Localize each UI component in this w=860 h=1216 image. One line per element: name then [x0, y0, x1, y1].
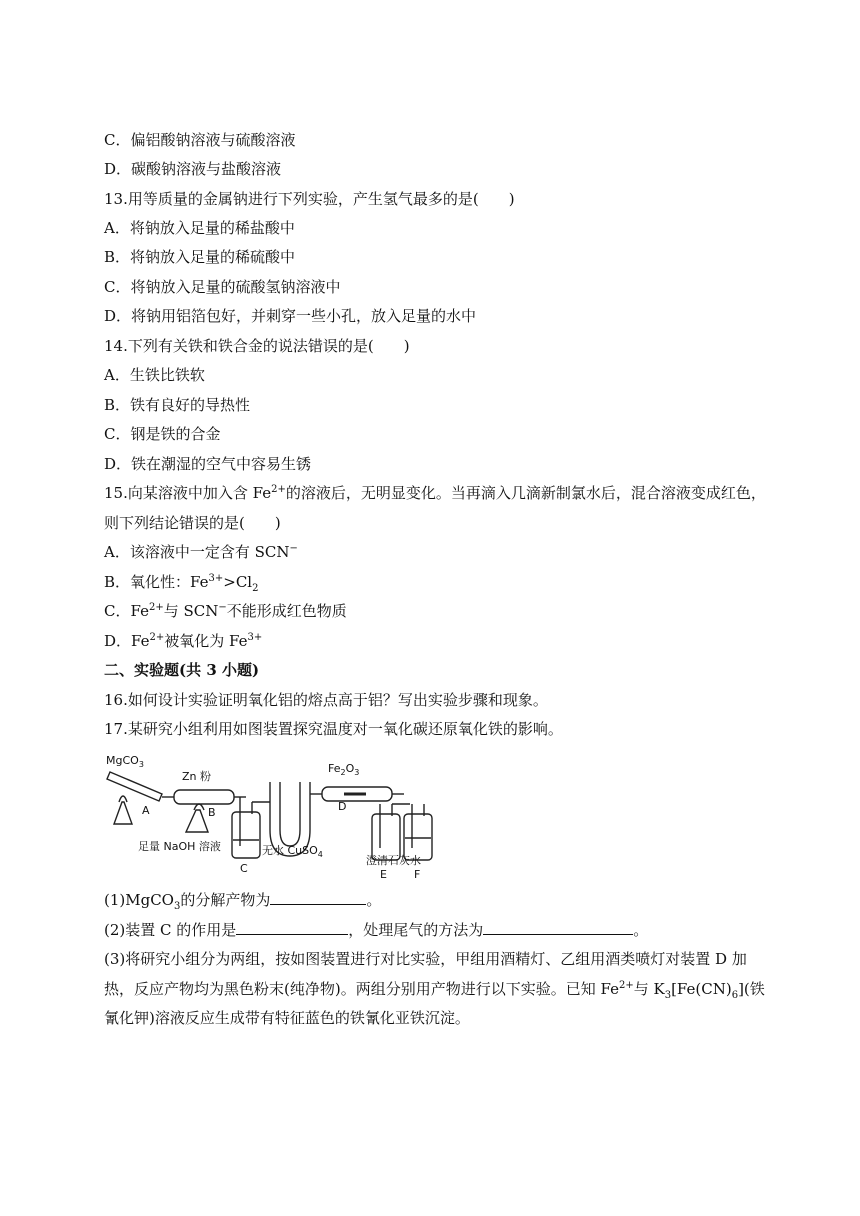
tube-b	[174, 790, 234, 804]
q13-option-c: C．将钠放入足量的硫酸氢钠溶液中	[104, 278, 341, 296]
label-fe2o3: $Fe_2O_3$	[328, 762, 360, 777]
q14-stem: 14.下列有关铁和铁合金的说法错误的是( )	[104, 337, 410, 355]
tube-a	[107, 772, 162, 801]
burner-a	[114, 802, 132, 824]
q17-part1: (1)MgCO$_3$的分解产物为 。	[104, 891, 382, 912]
q14-option-a: A．生铁比铁软	[104, 366, 205, 384]
q15-option-c: C．$Fe^{2+}$与 SCN−不能形成红色物质	[104, 602, 347, 620]
option-c-top: C．偏铝酸钠溶液与硫酸溶液	[104, 131, 296, 149]
label-d: D	[338, 800, 347, 813]
answer-blank-3[interactable]	[483, 920, 633, 935]
flame-b	[194, 804, 204, 810]
label-e: E	[380, 868, 387, 881]
q14-option-c: C．钢是铁的合金	[104, 425, 221, 443]
q17-part3-line3: 氰化钾)溶液反应生成带有特征蓝色的铁氰化亚铁沉淀。	[104, 1009, 470, 1027]
q17-part3-line2: 热，反应产物均为黑色粉末(纯净物)。两组分别用产物进行以下实验。已知 $Fe^{2+}$与 $K_3[Fe(CN)_6]$(铁	[104, 980, 765, 1001]
flame-a	[119, 796, 127, 802]
answer-blank-2[interactable]	[236, 920, 348, 935]
q15-stem-line1: 15.向某溶液中加入含 $Fe^{2+}$的溶液后，无明显变化。当再滴入几滴新制氯水后，混合溶液变成红色，	[104, 484, 766, 502]
q16-stem: 16.如何设计实验证明氧化铝的熔点高于铝？写出实验步骤和现象。	[104, 691, 548, 709]
q17-part3-line1: (3)将研究小组分为两组，按如图装置进行对比实验，甲组用酒精灯、乙组用酒类喷灯对装置 D 加	[104, 950, 747, 968]
q14-option-d: D．铁在潮湿的空气中容易生锈	[104, 455, 312, 473]
q17-stem: 17.某研究小组利用如图装置探究温度对一氧化碳还原氧化铁的影响。	[104, 720, 563, 738]
label-naoh: 足量 NaOH 溶液	[138, 840, 221, 853]
label-b: B	[208, 806, 216, 819]
burner-b	[186, 810, 208, 832]
q13-option-a: A．将钠放入足量的稀盐酸中	[104, 219, 295, 237]
q15-option-a: A．该溶液中一定含有 SCN−	[104, 543, 298, 561]
label-cuso4: 无水 CuSO$_4$	[262, 844, 323, 859]
label-c: C	[240, 862, 248, 875]
section-heading: 二、实验题(共 3 小题)	[104, 661, 260, 679]
q17-part2: (2)装置 C 的作用是 ，处理尾气的方法为 。	[104, 921, 649, 939]
q15-option-d: D．$Fe^{2+}$被氧化为 $Fe^{3+}$	[104, 632, 263, 650]
label-zn: Zn 粉	[182, 770, 212, 783]
q13-option-d: D．将钠用铝箔包好，并刺穿一些小孔，放入足量的水中	[104, 307, 477, 325]
apparatus-diagram	[104, 752, 444, 882]
q13-option-b: B．将钠放入足量的稀硫酸中	[104, 248, 296, 266]
q15-stem-line2: 则下列结论错误的是( )	[104, 514, 281, 532]
q14-option-b: B．铁有良好的导热性	[104, 396, 251, 414]
q15-option-b: B．氧化性：$Fe^{3+}>Cl_2$	[104, 573, 259, 594]
label-a: A	[142, 804, 150, 817]
option-d-top: D．碳酸钠溶液与盐酸溶液	[104, 160, 282, 178]
answer-blank-1[interactable]	[270, 890, 366, 905]
label-limewater: 澄清石灰水	[366, 854, 421, 867]
q13-stem: 13.用等质量的金属钠进行下列实验，产生氢气最多的是( )	[104, 190, 515, 208]
bottle-c	[232, 812, 260, 858]
label-mgco3: MgCO$_3$	[106, 754, 144, 769]
label-f: F	[414, 868, 421, 881]
